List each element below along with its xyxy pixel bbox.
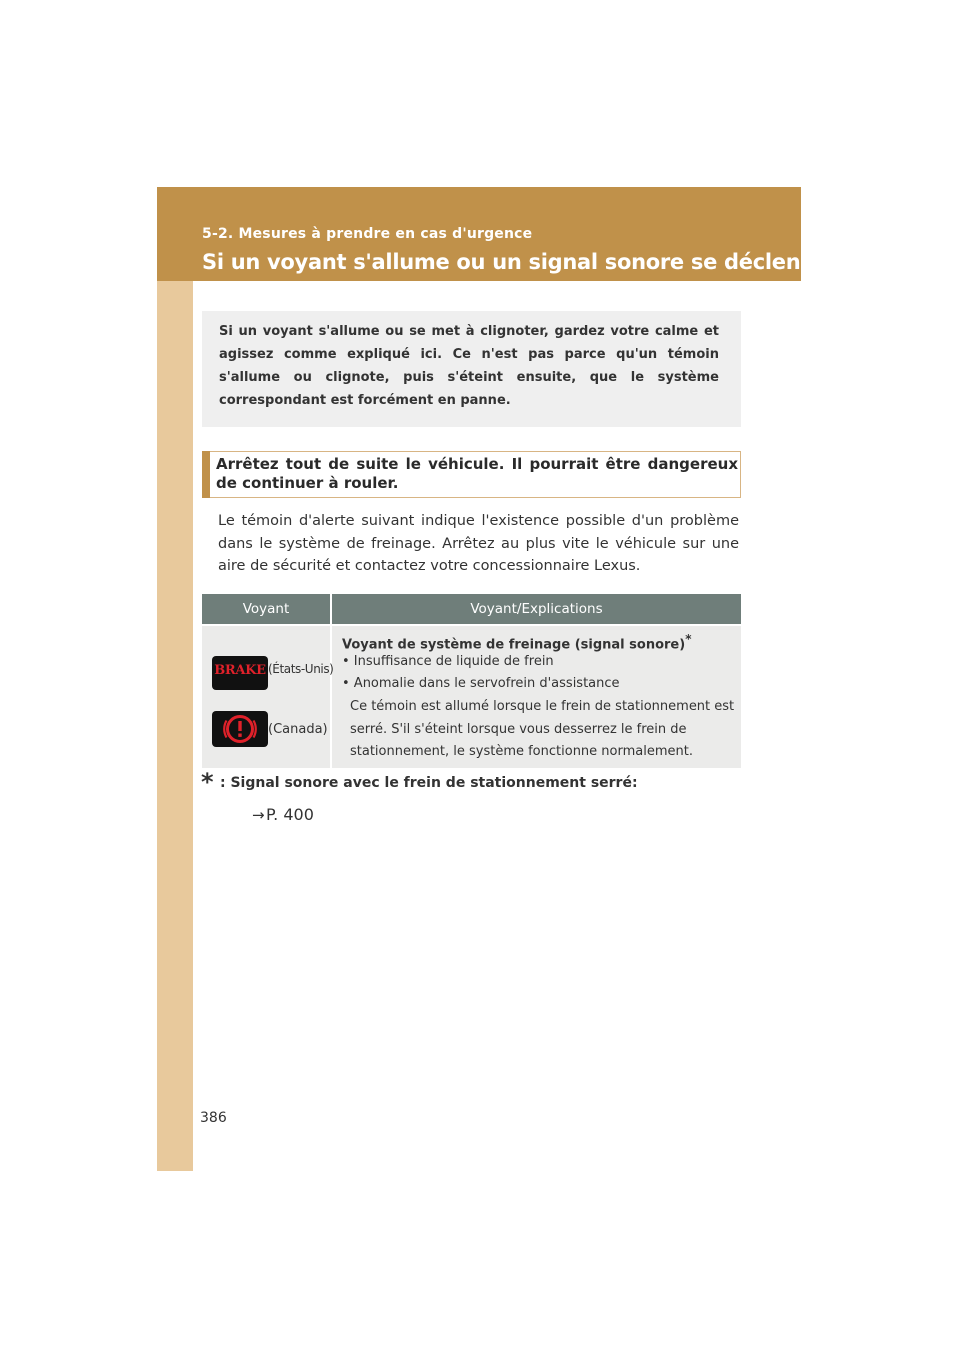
warning-accent-bar xyxy=(202,451,210,498)
brake-warning-icon xyxy=(212,656,268,690)
section-label: 5-2. Mesures à prendre en cas d'urgence xyxy=(202,226,533,242)
footnote-text: : Signal sonore avec le frein de stationnement serré: xyxy=(220,775,638,791)
warning-light-title-mark: * xyxy=(685,632,692,646)
column-divider xyxy=(330,626,332,768)
table-header xyxy=(202,594,741,624)
badge-us-label: (États-Unis) xyxy=(268,662,334,676)
warning-heading: Arrêtez tout de suite le véhicule. Il pourrait être dangereux de continuer à rouler. xyxy=(216,455,738,492)
body-paragraph: Le témoin d'alerte suivant indique l'existence possible d'un problème dans le système de freinage. Arrêtez au plus vite le véhicule sur une aire de sécurité et contactez votre concessionnaire Lexus. xyxy=(218,513,739,574)
explanation-note: Ce témoin est allumé lorsque le frein de stationnement est serré. S'il s'éteint lorsque vous desserrez le frein de stationnement, le système fonctionne normalement. xyxy=(350,699,735,759)
side-strip xyxy=(157,187,193,1171)
page-number: 386 xyxy=(200,1110,227,1126)
brake-word: BRAKE xyxy=(214,663,266,678)
badge-ca-label: (Canada) xyxy=(268,722,328,737)
warning-light-title xyxy=(342,632,691,652)
circle-exclamation-svg xyxy=(212,711,268,747)
table-row xyxy=(202,626,741,768)
bullet-servo: • Anomalie dans le servofrein d'assistance xyxy=(342,676,620,691)
bullet-fluid: • Insuffisance de liquide de frein xyxy=(342,654,554,669)
page-title: Si un voyant s'allume ou un signal sonore se déclenche... xyxy=(202,250,865,274)
page-reference-link[interactable]: P. 400 xyxy=(266,805,314,824)
warning-light-title-text: Voyant de système de freinage (signal sonore) xyxy=(342,637,686,653)
table-header-explications: Voyant/Explications xyxy=(470,601,603,617)
table-header-voyant: Voyant xyxy=(202,594,332,624)
arrow-right-icon: → xyxy=(252,806,265,824)
circle-exclamation-icon xyxy=(212,711,268,747)
intro-text: Si un voyant s'allume ou se met à clignoter, gardez votre calme et agissez comme expliqué ici. Ce n'est pas parce qu'un témoin s'allume ou clignote, puis s'éteint ensuite, que le système correspondant est forcément en panne. xyxy=(219,324,719,408)
footnote-mark: * xyxy=(201,768,214,796)
